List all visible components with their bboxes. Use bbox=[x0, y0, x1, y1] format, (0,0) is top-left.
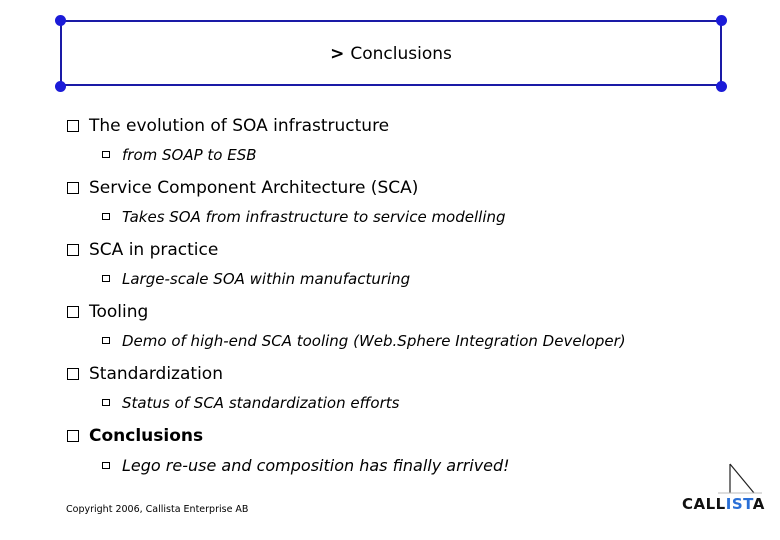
small-square-bullet-icon bbox=[102, 275, 110, 282]
item-subtext: Large-scale SOA within manufacturing bbox=[122, 270, 411, 288]
item-label: Tooling bbox=[89, 302, 149, 322]
callista-logo bbox=[678, 462, 770, 518]
frame-corner-dot bbox=[55, 81, 66, 92]
slide-title bbox=[62, 44, 720, 64]
item-label: Standardization bbox=[89, 364, 223, 384]
small-square-bullet-icon bbox=[102, 399, 110, 406]
item-subtext: Lego re-use and composition has finally arrived! bbox=[122, 456, 510, 475]
small-square-bullet-icon bbox=[102, 151, 110, 158]
item-subtext: Status of SCA standardization efforts bbox=[122, 394, 400, 412]
title-arrow: > bbox=[330, 44, 345, 64]
logo-wordmark: CALLISTA bbox=[682, 495, 765, 513]
title-text: Conclusions bbox=[350, 44, 452, 64]
square-bullet-icon bbox=[67, 306, 79, 318]
small-square-bullet-icon bbox=[102, 213, 110, 220]
square-bullet-icon bbox=[67, 368, 79, 380]
square-bullet-icon bbox=[67, 430, 79, 442]
item-label: Service Component Architecture (SCA) bbox=[89, 178, 419, 198]
small-square-bullet-icon bbox=[102, 337, 110, 344]
square-bullet-icon bbox=[67, 120, 79, 132]
square-bullet-icon bbox=[67, 182, 79, 194]
frame-corner-dot bbox=[716, 15, 727, 26]
square-bullet-icon bbox=[67, 244, 79, 256]
item-subtext: Takes SOA from infrastructure to service modelling bbox=[122, 208, 506, 226]
item-label: SCA in practice bbox=[89, 240, 219, 260]
small-square-bullet-icon bbox=[102, 462, 110, 469]
frame-corner-dot bbox=[716, 81, 727, 92]
copyright-text: Copyright 2006, Callista Enterprise AB bbox=[66, 504, 249, 515]
item-subtext: Demo of high-end SCA tooling (Web.Sphere Integration Developer) bbox=[122, 332, 626, 350]
title-frame bbox=[60, 20, 722, 86]
item-label: The evolution of SOA infrastructure bbox=[89, 116, 390, 136]
item-subtext: from SOAP to ESB bbox=[122, 146, 257, 164]
frame-corner-dot bbox=[55, 15, 66, 26]
item-label: Conclusions bbox=[89, 426, 204, 446]
